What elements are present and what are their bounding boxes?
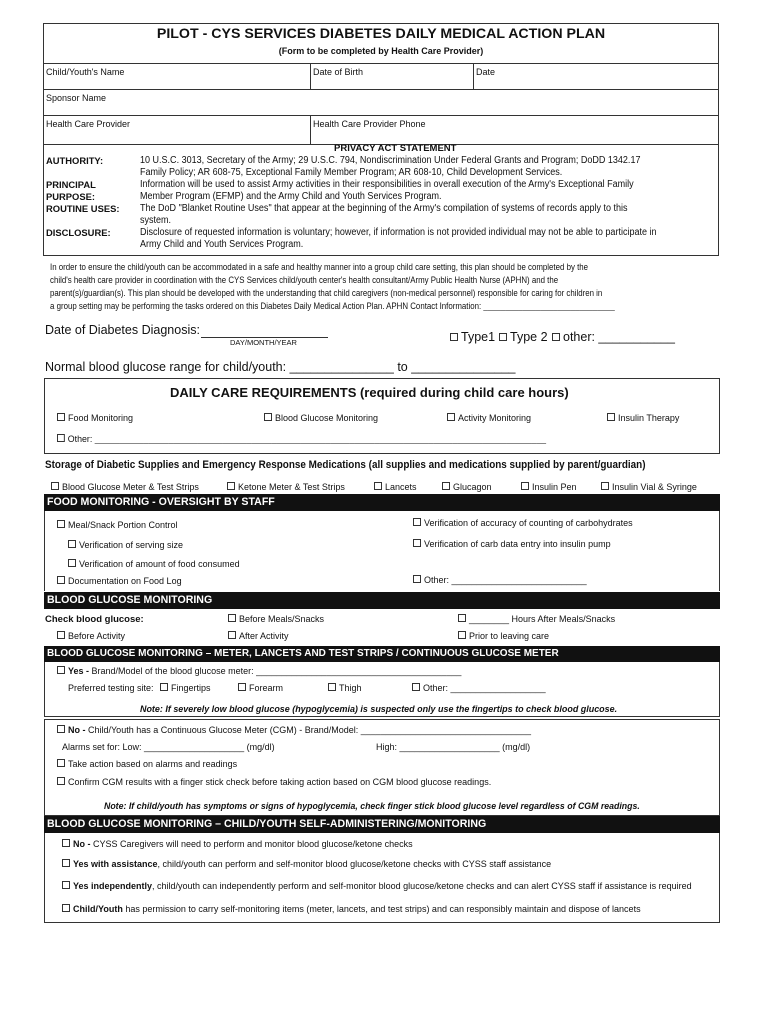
storage-title: Storage of Diabetic Supplies and Emergency Response Medications (all supplies and medications supplied by parent/guardian) xyxy=(45,459,646,471)
purpose-label: PRINCIPAL xyxy=(46,179,96,190)
checkbox-icon xyxy=(413,518,421,526)
preferred-site-label: Preferred testing site: xyxy=(68,683,154,693)
checkbox-label: Confirm CGM results with a finger stick check before taking action based on CGM blood glucose readings. xyxy=(68,777,492,787)
serving-size-checkbox[interactable] xyxy=(68,540,183,550)
checkbox-icon xyxy=(57,759,65,767)
checkbox-icon xyxy=(442,482,450,490)
diagnosis-date-hint: DAY/MONTH/YEAR xyxy=(230,338,297,347)
checkbox-label: Other: ___________________ xyxy=(423,683,546,693)
checkbox-label: Other: ____________________________________________________________________________________________ xyxy=(67,434,547,444)
page-subtitle: (Form to be completed by Health Care Provider) xyxy=(278,46,484,56)
checkbox-label: Before Meals/Snacks xyxy=(239,614,325,624)
diagnosis-label: Date of Diabetes Diagnosis: xyxy=(45,323,200,337)
checkbox-label: Activity Monitoring xyxy=(458,413,532,423)
checkbox-icon xyxy=(57,725,65,733)
checkbox-label: Before Activity xyxy=(68,631,126,641)
checkbox-label: Verification of serving size xyxy=(79,540,184,550)
other-type-checkbox[interactable] xyxy=(552,330,675,344)
storage-lancets-checkbox[interactable] xyxy=(374,482,417,492)
before-activity-checkbox[interactable] xyxy=(57,631,125,641)
daily-care-other-checkbox[interactable] xyxy=(57,434,546,444)
purpose-text: Information will be used to assist Army activities in their responsibilities in overall execution of the Army's Exceptional Family xyxy=(140,179,634,190)
checkbox-label: Blood Glucose Monitoring xyxy=(275,413,379,423)
self-independent-checkbox[interactable] xyxy=(62,881,692,891)
divider xyxy=(43,115,719,116)
checkbox-icon xyxy=(62,859,70,867)
divider xyxy=(310,63,311,89)
prior-leaving-checkbox[interactable] xyxy=(458,631,549,641)
disclosure-text: Disclosure of requested information is voluntary; however, if information is not provided individual may not be able to participate in xyxy=(140,227,657,238)
other-type-label: other: ___________ xyxy=(563,330,675,344)
food-other-checkbox[interactable] xyxy=(413,575,587,585)
independent-label: Yes independently xyxy=(73,881,153,891)
authority-text: Family Policy; AR 608-75, Exceptional Family Member Program; AR 608-10, Child Development Services. xyxy=(140,167,563,178)
take-action-checkbox[interactable] xyxy=(57,759,237,769)
date-of-birth-field[interactable]: Date of Birth xyxy=(313,67,364,77)
checkbox-icon xyxy=(62,881,70,889)
checkbox-icon xyxy=(413,539,421,547)
meter-header: BLOOD GLUCOSE MONITORING – METER, LANCETS AND TEST STRIPS / CONTINUOUS GLUCOSE METER xyxy=(44,646,720,662)
checkbox-label: Prior to leaving care xyxy=(469,631,550,641)
meter-yes-checkbox[interactable] xyxy=(57,666,461,676)
cgm-brand-field: Child/Youth has a Continuous Glucose Meter (CGM) - Brand/Model: __________________________________ xyxy=(88,725,531,735)
checkbox-label: CYSS Caregivers will need to perform and monitor blood glucose/ketone checks xyxy=(93,839,413,849)
yes-label: Yes - xyxy=(68,666,92,676)
type2-checkbox[interactable] xyxy=(499,330,548,344)
alarm-high-field[interactable]: High: ____________________ (mg/dl) xyxy=(376,742,531,752)
checkbox-icon xyxy=(227,482,235,490)
checkbox-icon xyxy=(228,614,236,622)
intro-text: child's health care provider in coordination with the CYS Services child/youth center's health consultant/Army Public Health Nurse (APHN) and the xyxy=(50,275,559,285)
storage-ketone-checkbox[interactable] xyxy=(227,482,345,492)
page-title: PILOT - CYS SERVICES DIABETES DAILY MEDICAL ACTION PLAN xyxy=(156,26,606,42)
checkbox-label: Other: ___________________________ xyxy=(424,575,587,585)
health-care-provider-field[interactable]: Health Care Provider xyxy=(46,119,131,129)
divider xyxy=(43,63,719,64)
alarm-low-field[interactable]: Alarms set for: Low: ____________________ (mg/dl) xyxy=(62,742,275,752)
checkbox-label: Insulin Vial & Syringe xyxy=(612,482,697,492)
meal-portion-checkbox[interactable] xyxy=(57,520,178,530)
storage-meter-checkbox[interactable] xyxy=(51,482,199,492)
checkbox-icon xyxy=(413,575,421,583)
checkbox-label: Insulin Therapy xyxy=(618,413,680,423)
checkbox-label: has permission to carry self-monitoring items (meter, lancets, and test strips) and can responsibly maintain and dispose of lancets xyxy=(122,904,641,914)
insulin-therapy-checkbox[interactable] xyxy=(607,413,679,423)
checkbox-label: Verification of accuracy of counting of carbohydrates xyxy=(424,518,633,528)
checkbox-icon xyxy=(160,683,168,691)
before-meals-checkbox[interactable] xyxy=(228,614,324,624)
checkbox-icon xyxy=(57,631,65,639)
checkbox-label: ________ Hours After Meals/Snacks xyxy=(469,614,616,624)
checkbox-icon xyxy=(607,413,615,421)
forearm-checkbox[interactable] xyxy=(238,683,283,693)
authority-label: AUTHORITY: xyxy=(46,155,104,166)
checkbox-icon xyxy=(57,666,65,674)
checkbox-icon xyxy=(57,520,65,528)
type2-label: Type 2 xyxy=(510,330,548,344)
checkbox-icon xyxy=(412,683,420,691)
carb-count-checkbox[interactable] xyxy=(413,518,633,528)
intro-text: parent(s)/guardian(s). This plan should be developed with the understanding that child caregivers (non-medical personnel) responsible for caring for children in xyxy=(50,288,603,298)
routine-uses-text: system. xyxy=(140,215,172,226)
food-consumed-checkbox[interactable] xyxy=(68,559,240,569)
checkbox-label: Forearm xyxy=(249,683,284,693)
purpose-text: Member Program (EFMP) and the Army Child and Youth Services Program. xyxy=(140,191,442,202)
storage-insulin-pen-checkbox[interactable] xyxy=(521,482,577,492)
assist-label: Yes with assistance xyxy=(73,859,158,869)
checkbox-label: Thigh xyxy=(339,683,362,693)
checkbox-icon xyxy=(238,683,246,691)
authority-text: 10 U.S.C. 3013, Secretary of the Army; 29 U.S.C. 794, Nondiscrimination Under Federal Grants and Program; DoDD 1342.17 xyxy=(140,155,641,166)
privacy-title: PRIVACY ACT STATEMENT xyxy=(334,143,457,154)
check-glucose-label: Check blood glucose: xyxy=(45,614,144,625)
routine-uses-label: ROUTINE USES: xyxy=(46,203,120,214)
food-monitoring-header: FOOD MONITORING - OVERSIGHT BY STAFF xyxy=(44,494,720,511)
blood-glucose-monitoring-checkbox[interactable] xyxy=(264,413,378,423)
glucose-range-field[interactable]: Normal blood glucose range for child/youth: _______________ to _______________ xyxy=(45,360,516,374)
checkbox-icon xyxy=(57,576,65,584)
disclosure-text: Army Child and Youth Services Program. xyxy=(140,239,304,250)
checkbox-label: Insulin Pen xyxy=(532,482,577,492)
checkbox-label: After Activity xyxy=(239,631,289,641)
self-carry-checkbox[interactable] xyxy=(62,904,641,914)
daily-care-title: DAILY CARE REQUIREMENTS (required during child care hours) xyxy=(170,385,569,400)
disclosure-label: DISCLOSURE: xyxy=(46,227,111,238)
date-field[interactable]: Date xyxy=(476,67,496,77)
checkbox-label: Verification of carb data entry into insulin pump xyxy=(424,539,611,549)
site-other-checkbox[interactable] xyxy=(412,683,546,693)
checkbox-icon xyxy=(62,839,70,847)
checkbox-label: Documentation on Food Log xyxy=(68,576,182,586)
checkbox-icon xyxy=(374,482,382,490)
checkbox-icon xyxy=(68,559,76,567)
checkbox-label: Take action based on alarms and readings xyxy=(68,759,238,769)
checkbox-icon xyxy=(57,777,65,785)
checkbox-icon xyxy=(228,631,236,639)
divider xyxy=(310,115,311,145)
checkbox-label: Meal/Snack Portion Control xyxy=(68,520,178,530)
no-label: No - xyxy=(68,725,88,735)
food-log-checkbox[interactable] xyxy=(57,576,182,586)
child-name-field[interactable]: Child/Youth's Name xyxy=(46,67,125,77)
divider xyxy=(43,89,719,90)
checkbox-icon xyxy=(68,540,76,548)
divider xyxy=(473,63,474,89)
self-no-checkbox[interactable] xyxy=(62,839,413,849)
hours-after-checkbox[interactable] xyxy=(458,614,615,624)
checkbox-icon xyxy=(458,614,466,622)
meter-brand-field: Brand/Model of the blood glucose meter: _________________________________________ xyxy=(91,666,462,676)
no-label: No - xyxy=(73,839,93,849)
checkbox-icon xyxy=(57,434,65,442)
checkbox-icon xyxy=(264,413,272,421)
checkbox-label: , child/youth can perform and self-monitor blood glucose/ketone checks with CYSS staff assistance xyxy=(157,859,552,869)
checkbox-icon xyxy=(57,413,65,421)
checkbox-icon xyxy=(62,904,70,912)
checkbox-label: Ketone Meter & Test Strips xyxy=(238,482,345,492)
sponsor-name-field[interactable]: Sponsor Name xyxy=(46,93,107,103)
checkbox-label: Fingertips xyxy=(171,683,211,693)
carb-entry-checkbox[interactable] xyxy=(413,539,611,549)
intro-text: In order to ensure the child/youth can be accommodated in a safe and healthy manner into a group child care setting, this plan should be completed by the xyxy=(50,262,589,272)
checkbox-label: Glucagon xyxy=(453,482,492,492)
confirm-cgm-checkbox[interactable] xyxy=(57,777,491,787)
cgm-no-checkbox[interactable] xyxy=(57,725,531,735)
checkbox-icon xyxy=(447,413,455,421)
routine-uses-text: The DoD "Blanket Routine Uses" that appear at the beginning of the Army's compilation of systems of records apply to this xyxy=(140,203,628,214)
self-monitoring-header: BLOOD GLUCOSE MONITORING – CHILD/YOUTH SELF-ADMINISTERING/MONITORING xyxy=(44,816,720,833)
blood-glucose-header: BLOOD GLUCOSE MONITORING xyxy=(44,592,720,609)
checkbox-icon xyxy=(450,333,458,341)
fingertips-checkbox[interactable] xyxy=(160,683,211,693)
hypoglycemia-note: Note: If child/youth has symptoms or signs of hypoglycemia, check finger stick blood glucose level regardless of CGM readings. xyxy=(104,800,640,811)
checkbox-icon xyxy=(458,631,466,639)
checkbox-label: Food Monitoring xyxy=(68,413,134,423)
checkbox-icon xyxy=(601,482,609,490)
food-monitoring-checkbox[interactable] xyxy=(57,413,133,423)
purpose-label: PURPOSE: xyxy=(46,191,95,202)
fingertip-note: Note: If severely low blood glucose (hypoglycemia) is suspected only use the fingertips to check blood glucose. xyxy=(140,703,618,714)
intro-text: a group setting may be performing the tasks ordered on this Diabetes Daily Medical Action Plan. APHN Contact Information: ______________________________ xyxy=(50,301,615,311)
after-activity-checkbox[interactable] xyxy=(228,631,289,641)
checkbox-label: , child/youth can independently perform and self-monitor blood glucose/ketone checks and can alert CYSS staff if assistance is required xyxy=(152,881,692,891)
child-youth-label: Child/Youth xyxy=(73,904,123,914)
checkbox-icon xyxy=(51,482,59,490)
health-care-provider-phone-field[interactable]: Health Care Provider Phone xyxy=(313,119,426,129)
checkbox-icon xyxy=(328,683,336,691)
thigh-checkbox[interactable] xyxy=(328,683,362,693)
type1-checkbox[interactable] xyxy=(450,330,495,344)
activity-monitoring-checkbox[interactable] xyxy=(447,413,531,423)
checkbox-label: Verification of amount of food consumed xyxy=(79,559,240,569)
checkbox-label: Blood Glucose Meter & Test Strips xyxy=(62,482,199,492)
checkbox-icon xyxy=(552,333,560,341)
type1-label: Type1 xyxy=(461,330,496,344)
storage-glucagon-checkbox[interactable] xyxy=(442,482,492,492)
checkbox-label: Lancets xyxy=(385,482,417,492)
checkbox-icon xyxy=(499,333,507,341)
self-assist-checkbox[interactable] xyxy=(62,859,551,869)
storage-insulin-vial-checkbox[interactable] xyxy=(601,482,697,492)
checkbox-icon xyxy=(521,482,529,490)
